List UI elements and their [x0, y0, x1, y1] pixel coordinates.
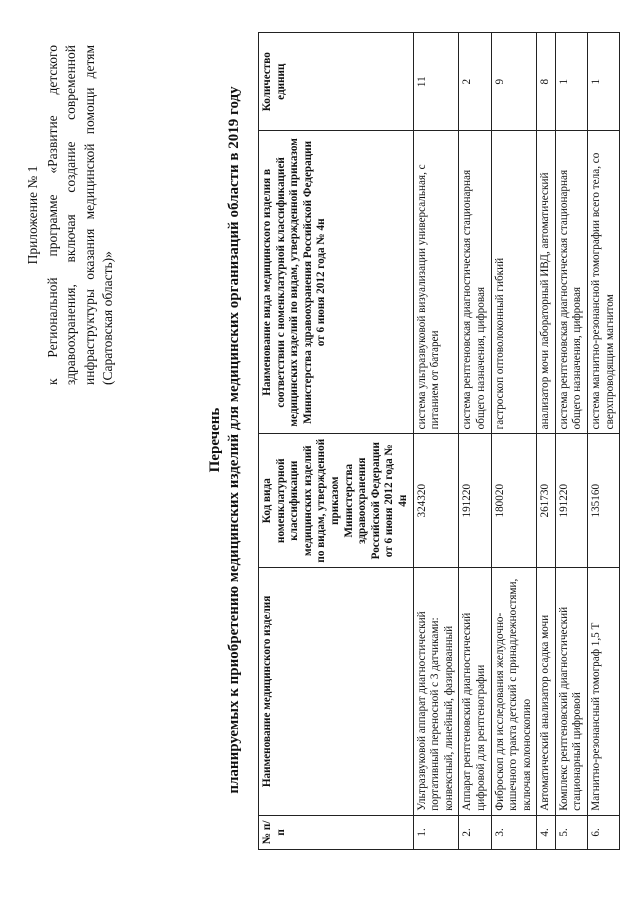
- cell-type: система рентгеновская диагностическая стационарная общего назначения, цифровая: [459, 131, 491, 434]
- document-title: [207, 35, 243, 845]
- cell-type: гастроскоп оптоволоконный гибкий: [491, 131, 537, 434]
- header-name: Наименование медицинского изделия: [259, 568, 414, 816]
- cell-name: Комплекс рентгеновский диагностический стационарный цифровой: [555, 568, 587, 816]
- cell-name: Фиброскоп для исследования желудочно-кишечного тракта детский с принадлежностями, включая колоноскопию: [491, 568, 537, 816]
- cell-num: 6.: [588, 815, 620, 849]
- cell-name: Автоматический анализатор осадка мочи: [537, 568, 556, 816]
- devices-table: [258, 32, 620, 850]
- cell-qty: 9: [491, 33, 537, 131]
- cell-name: Магнитно-резонансный томограф 1,5 Т: [588, 568, 620, 816]
- appendix-text: к Региональной программе «Развитие детского здравоохранения, включая создание современной инфраструктуры оказания медицинской помощи детям (Саратовская область)»: [44, 45, 115, 385]
- cell-name: Ультразвуковой аппарат диагностический портативный переносной с 3 датчиками: конвексный, линейный, фазированный: [413, 568, 459, 816]
- cell-code: 191220: [459, 434, 491, 568]
- cell-qty: 1: [555, 33, 587, 131]
- cell-num: 3.: [491, 815, 537, 849]
- cell-code: 180020: [491, 434, 537, 568]
- table-row: [413, 33, 459, 850]
- appendix-block: [24, 45, 118, 385]
- table-row: [555, 33, 587, 850]
- cell-num: 4.: [537, 815, 556, 849]
- table-row: [537, 33, 556, 850]
- cell-qty: 1: [588, 33, 620, 131]
- cell-num: 1.: [413, 815, 459, 849]
- cell-code: 324320: [413, 434, 459, 568]
- cell-type: система ультразвуковой визуализации универсальная, с питанием от батареи: [413, 131, 459, 434]
- cell-type: анализатор мочи лабораторный ИВД, автоматический: [537, 131, 556, 434]
- header-code: Код вида номенклатурной классификации медицинских изделий по видам, утвержденной приказом Министерства здравоохранения Российской Федерации от 6 июня 2012 года № 4н: [259, 434, 414, 568]
- header-num: № п/п: [259, 815, 414, 849]
- header-qty: Количество единиц: [259, 33, 414, 131]
- cell-qty: 8: [537, 33, 556, 131]
- cell-type: система магнитно-резонансной томографии всего тела, со сверхпроводящим магнитом: [588, 131, 620, 434]
- table-row: [588, 33, 620, 850]
- cell-qty: 11: [413, 33, 459, 131]
- cell-num: 2.: [459, 815, 491, 849]
- table-row: [459, 33, 491, 850]
- cell-qty: 2: [459, 33, 491, 131]
- cell-name: Аппарат рентгеновский диагностический цифровой для рентгенографии: [459, 568, 491, 816]
- title-line-2: планируемых к приобретению медицинских изделий для медицинских организаций области в 2019 году: [226, 86, 242, 794]
- cell-code: 191220: [555, 434, 587, 568]
- cell-num: 5.: [555, 815, 587, 849]
- header-type: Наименование вида медицинского изделия в соответствии с номенклатурной классификацией медицинских изделий по видам, утвержденной приказом Министерства здравоохранения Российской Федерации от 6 июня 2012 года № 4н: [259, 131, 414, 434]
- cell-code: 135160: [588, 434, 620, 568]
- title-line-1: Перечень: [207, 407, 223, 473]
- cell-type: система рентгеновская диагностическая стационарная общего назначения, цифровая: [555, 131, 587, 434]
- cell-code: 261730: [537, 434, 556, 568]
- table-row: [491, 33, 537, 850]
- table-header-row: [259, 33, 414, 850]
- appendix-number: Приложение № 1: [25, 165, 40, 265]
